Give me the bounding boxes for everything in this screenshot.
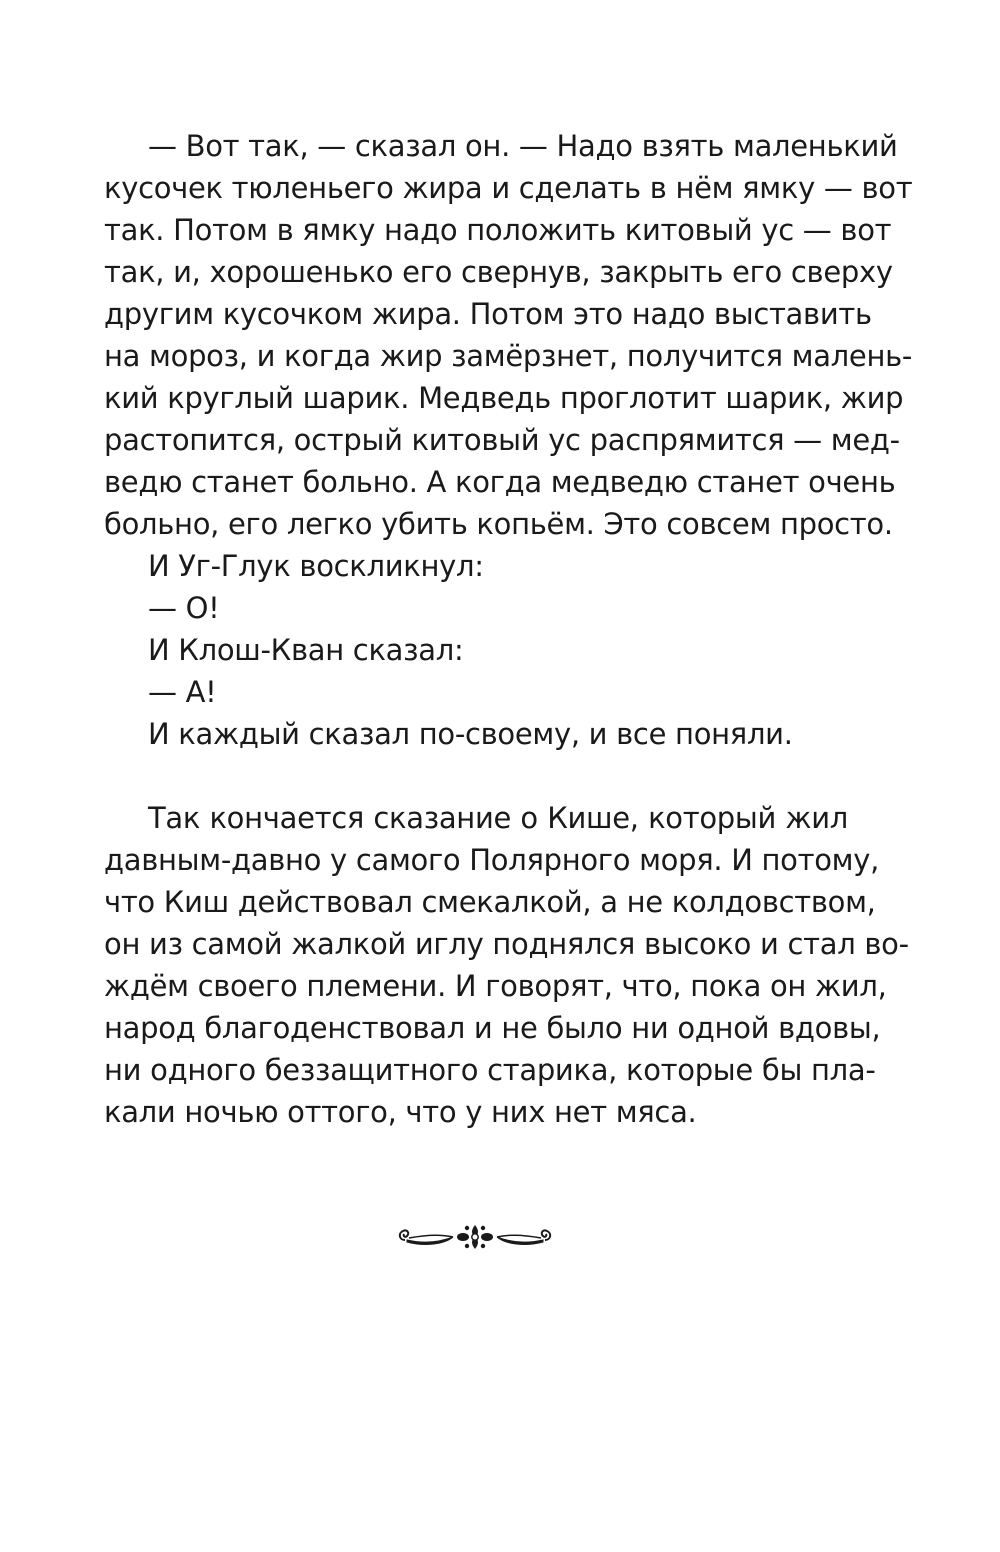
text-line: народ благоденствовал и не было ни одной вдовы, <box>104 1011 881 1045</box>
text-line: он из самой жалкой иглу поднялся высоко и стал во- <box>104 927 909 961</box>
text-line: ведю станет больно. А когда медведю станет очень <box>104 465 896 499</box>
text-line: — О! <box>148 591 220 625</box>
text-line: давным-давно у самого Полярного моря. И потому, <box>104 843 880 877</box>
text-line: что Киш действовал смекалкой, а не колдовством, <box>104 885 876 919</box>
text-line: на мороз, и когда жир замёрзнет, получится малень- <box>104 339 913 373</box>
text-line: Так кончается сказание о Кише, который жил <box>148 801 848 835</box>
text-line: так. Потом в ямку надо положить китовый ус — вот <box>104 213 892 247</box>
text-line: кали ночью оттого, что у них нет мяса. <box>104 1095 697 1129</box>
text-line: кусочек тюленьего жира и сделать в нём ямку — вот <box>104 171 913 205</box>
text-line: И каждый сказал по-своему, и все поняли. <box>148 717 793 751</box>
text-line: больно, его легко убить копьём. Это совсем просто. <box>104 507 893 541</box>
text-line: И Уг-Глук воскликнул: <box>148 549 484 583</box>
text-line: растопится, острый китовый ус распрямится — мед- <box>104 423 900 457</box>
text-line: И Клош-Кван сказал: <box>148 633 464 667</box>
text-line: ждём своего племени. И говорят, что, пока он жил, <box>104 969 887 1003</box>
text-line: ни одного беззащитного старика, которые бы пла- <box>104 1053 876 1087</box>
text-line: так, и, хорошенько его свернув, закрыть его сверху <box>104 255 893 289</box>
text-line: — А! <box>148 675 217 709</box>
flourish-ornament-icon <box>395 1220 555 1256</box>
text-line: — Вот так, — сказал он. — Надо взять маленький <box>148 129 898 163</box>
text-line: другим кусочком жира. Потом это надо выставить <box>104 297 872 331</box>
text-line: кий круглый шарик. Медведь проглотит шарик, жир <box>104 381 904 415</box>
